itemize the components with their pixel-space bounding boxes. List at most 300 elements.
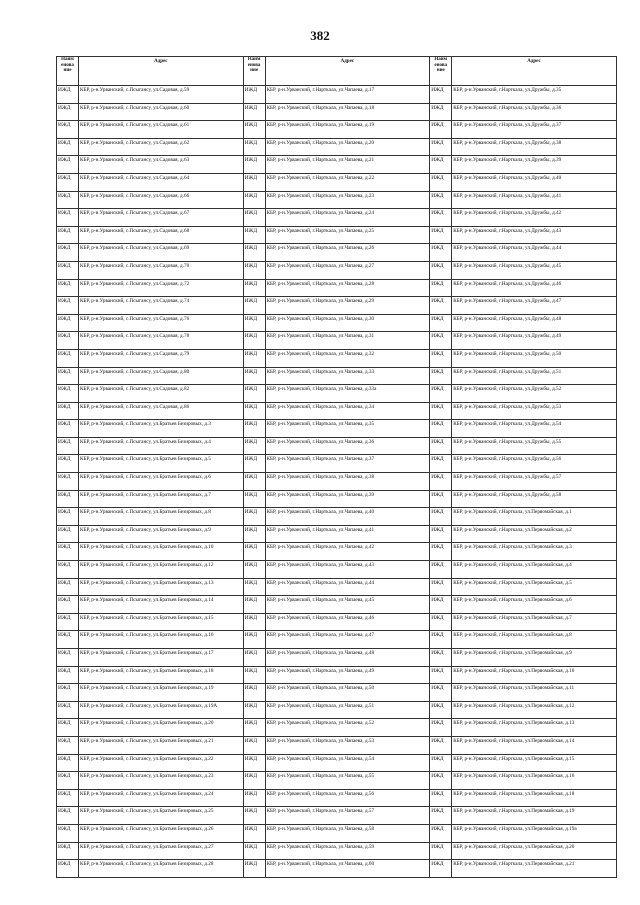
address-cell: КБР, р-н.Урванский, г.Нарткала, ул.Первомайская, д.3 [452, 543, 617, 561]
object-type-cell: ИЖД [430, 103, 452, 121]
object-type-cell: ИЖД [57, 824, 79, 842]
address-cell: КБР, р-н.Урванский, с.Псыгансу, ул.Садовая, д.79 [79, 349, 244, 367]
object-type-cell: ИЖД [430, 631, 452, 649]
address-cell: КБР, р-н.Урванский, г.Нарткала, ул.Первомайская, д.11 [452, 684, 617, 702]
address-cell: КБР, р-н.Урванский, г.Нарткала, ул.Чапаева, д.38 [265, 473, 430, 491]
address-cell: КБР, р-н.Урванский, с.Псыгансу, ул.Садовая, д.64 [79, 173, 244, 191]
object-type-cell: ИЖД [243, 631, 265, 649]
table-row [57, 86, 617, 104]
object-type-cell: ИЖД [57, 367, 79, 385]
object-type-cell: ИЖД [430, 754, 452, 772]
address-cell: КБР, р-н.Урванский, с.Псыгансу, ул.Садовая, д.72 [79, 279, 244, 297]
table-body [57, 86, 617, 878]
address-cell: КБР, р-н.Урванский, г.Нарткала, ул.Чапаева, д.41 [265, 525, 430, 543]
object-type-cell: ИЖД [57, 754, 79, 772]
object-type-cell: ИЖД [430, 86, 452, 104]
object-type-cell: ИЖД [430, 789, 452, 807]
page-number: 382 [310, 28, 330, 43]
address-cell: КБР, р-н.Урванский, г.Нарткала, ул.Дружбы, д.53 [452, 402, 617, 420]
address-cell: КБР, р-н.Урванский, с.Псыгансу, ул.Братьев Безировых, д.23 [79, 772, 244, 790]
object-type-cell: ИЖД [57, 226, 79, 244]
object-type-cell: ИЖД [430, 226, 452, 244]
address-cell: КБР, р-н.Урванский, г.Нарткала, ул.Первомайская, д.13 [452, 719, 617, 737]
address-cell: КБР, р-н.Урванский, г.Нарткала, ул.Чапаева, д.35 [265, 420, 430, 438]
address-cell: КБР, р-н.Урванский, г.Нарткала, ул.Первомайская, д.19а [452, 824, 617, 842]
object-type-cell: ИЖД [243, 437, 265, 455]
table-row [57, 842, 617, 860]
object-type-cell: ИЖД [57, 561, 79, 579]
table-row [57, 455, 617, 473]
address-cell: КБР, р-н.Урванский, г.Нарткала, ул.Чапаева, д.55 [265, 772, 430, 790]
object-type-cell: ИЖД [430, 666, 452, 684]
address-cell: КБР, р-н.Урванский, г.Нарткала, ул.Дружбы, д.48 [452, 314, 617, 332]
address-cell: КБР, р-н.Урванский, с.Псыгансу, ул.Братьев Безировых, д.9 [79, 525, 244, 543]
object-type-cell: ИЖД [430, 719, 452, 737]
table-row [57, 156, 617, 174]
object-type-cell: ИЖД [243, 138, 265, 156]
object-type-cell: ИЖД [243, 367, 265, 385]
address-cell: КБР, р-н.Урванский, г.Нарткала, ул.Чапаева, д.60 [265, 860, 430, 878]
address-cell: КБР, р-н.Урванский, с.Псыгансу, ул.Братьев Безировых, д.18 [79, 666, 244, 684]
address-cell: КБР, р-н.Урванский, с.Псыгансу, ул.Садовая, д.66 [79, 191, 244, 209]
object-type-cell: ИЖД [57, 596, 79, 614]
address-cell: КБР, р-н.Урванский, г.Нарткала, ул.Первомайская, д.14 [452, 736, 617, 754]
address-cell: КБР, р-н.Урванский, г.Нарткала, ул.Первомайская, д.12 [452, 701, 617, 719]
object-type-cell: ИЖД [243, 490, 265, 508]
table-row [57, 613, 617, 631]
address-cell: КБР, р-н.Урванский, г.Нарткала, ул.Первомайская, д.2 [452, 525, 617, 543]
object-type-cell: ИЖД [243, 385, 265, 403]
object-type-cell: ИЖД [430, 244, 452, 262]
table-row [57, 736, 617, 754]
table-row [57, 508, 617, 526]
address-cell: КБР, р-н.Урванский, г.Нарткала, ул.Чапаева, д.17 [265, 86, 430, 104]
object-type-cell: ИЖД [243, 349, 265, 367]
object-type-cell: ИЖД [243, 736, 265, 754]
object-type-cell: ИЖД [57, 508, 79, 526]
table-row [57, 772, 617, 790]
object-type-cell: ИЖД [57, 138, 79, 156]
table-row [57, 261, 617, 279]
address-cell: КБР, р-н.Урванский, г.Нарткала, ул.Дружбы, д.42 [452, 209, 617, 227]
address-cell: КБР, р-н.Урванский, г.Нарткала, ул.Чапаева, д.34 [265, 402, 430, 420]
object-type-cell: ИЖД [243, 772, 265, 790]
address-cell: КБР, р-н.Урванский, с.Псыгансу, ул.Братьев Безировых, д.15 [79, 613, 244, 631]
address-cell: КБР, р-н.Урванский, г.Нарткала, ул.Чапаева, д.25 [265, 226, 430, 244]
address-cell: КБР, р-н.Урванский, с.Псыгансу, ул.Садовая, д.86 [79, 402, 244, 420]
object-type-cell: ИЖД [57, 860, 79, 878]
object-type-cell: ИЖД [57, 121, 79, 139]
address-cell: КБР, р-н.Урванский, с.Псыгансу, ул.Братьев Безировых, д.22 [79, 754, 244, 772]
object-type-cell: ИЖД [430, 684, 452, 702]
address-cell: КБР, р-н.Урванский, г.Нарткала, ул.Дружбы, д.39 [452, 156, 617, 174]
object-type-cell: ИЖД [430, 437, 452, 455]
header-name-1: Наим енова ние [57, 57, 79, 86]
object-type-cell: ИЖД [243, 209, 265, 227]
object-type-cell: ИЖД [243, 103, 265, 121]
address-cell: КБР, р-н.Урванский, с.Псыгансу, ул.Братьев Безировых, д.26 [79, 824, 244, 842]
object-type-cell: ИЖД [243, 807, 265, 825]
object-type-cell: ИЖД [243, 613, 265, 631]
address-cell: КБР, р-н.Урванский, с.Псыгансу, ул.Садовая, д.60 [79, 103, 244, 121]
object-type-cell: ИЖД [57, 402, 79, 420]
object-type-cell: ИЖД [57, 103, 79, 121]
address-cell: КБР, р-н.Урванский, г.Нарткала, ул.Чапаева, д.40 [265, 508, 430, 526]
object-type-cell: ИЖД [57, 420, 79, 438]
address-cell: КБР, р-н.Урванский, г.Нарткала, ул.Чапаева, д.20 [265, 138, 430, 156]
object-type-cell: ИЖД [430, 543, 452, 561]
address-cell: КБР, р-н.Урванский, г.Нарткала, ул.Дружбы, д.45 [452, 261, 617, 279]
object-type-cell: ИЖД [57, 613, 79, 631]
table-row [57, 631, 617, 649]
address-cell: КБР, р-н.Урванский, г.Нарткала, ул.Дружбы, д.49 [452, 332, 617, 350]
object-type-cell: ИЖД [57, 437, 79, 455]
address-cell: КБР, р-н.Урванский, г.Нарткала, ул.Чапаева, д.42 [265, 543, 430, 561]
object-type-cell: ИЖД [430, 736, 452, 754]
object-type-cell: ИЖД [430, 138, 452, 156]
object-type-cell: ИЖД [243, 332, 265, 350]
table-row [57, 684, 617, 702]
address-cell: КБР, р-н.Урванский, г.Нарткала, ул.Первомайская, д.1 [452, 508, 617, 526]
address-cell: КБР, р-н.Урванский, с.Псыгансу, ул.Братьев Безировых, д.4 [79, 437, 244, 455]
object-type-cell: ИЖД [430, 525, 452, 543]
object-type-cell: ИЖД [243, 719, 265, 737]
object-type-cell: ИЖД [243, 455, 265, 473]
address-cell: КБР, р-н.Урванский, г.Нарткала, ул.Дружбы, д.58 [452, 490, 617, 508]
table-row [57, 209, 617, 227]
object-type-cell: ИЖД [57, 772, 79, 790]
address-cell: КБР, р-н.Урванский, с.Псыгансу, ул.Братьев Безировых, д.19 [79, 684, 244, 702]
address-cell: КБР, р-н.Урванский, г.Нарткала, ул.Первомайская, д.18 [452, 789, 617, 807]
address-cell: КБР, р-н.Урванский, с.Псыгансу, ул.Братьев Безировых, д.5 [79, 455, 244, 473]
object-type-cell: ИЖД [430, 121, 452, 139]
object-type-cell: ИЖД [243, 561, 265, 579]
object-type-cell: ИЖД [430, 701, 452, 719]
table-row [57, 349, 617, 367]
address-cell: КБР, р-н.Урванский, г.Нарткала, ул.Чапаева, д.19 [265, 121, 430, 139]
object-type-cell: ИЖД [243, 226, 265, 244]
address-cell: КБР, р-н.Урванский, г.Нарткала, ул.Дружбы, д.44 [452, 244, 617, 262]
table-row [57, 578, 617, 596]
table-row [57, 561, 617, 579]
object-type-cell: ИЖД [57, 842, 79, 860]
address-cell: КБР, р-н.Урванский, г.Нарткала, ул.Дружбы, д.46 [452, 279, 617, 297]
object-type-cell: ИЖД [430, 402, 452, 420]
object-type-cell: ИЖД [243, 314, 265, 332]
object-type-cell: ИЖД [57, 684, 79, 702]
address-cell: КБР, р-н.Урванский, г.Нарткала, ул.Дружбы, д.54 [452, 420, 617, 438]
address-cell: КБР, р-н.Урванский, г.Нарткала, ул.Чапаева, д.59 [265, 842, 430, 860]
table-row [57, 649, 617, 667]
table-row [57, 754, 617, 772]
table-row [57, 103, 617, 121]
table-row [57, 719, 617, 737]
address-cell: КБР, р-н.Урванский, г.Нарткала, ул.Чапаева, д.18 [265, 103, 430, 121]
object-type-cell: ИЖД [57, 543, 79, 561]
address-cell: КБР, р-н.Урванский, г.Нарткала, ул.Чапаева, д.33 [265, 367, 430, 385]
object-type-cell: ИЖД [430, 191, 452, 209]
address-cell: КБР, р-н.Урванский, г.Нарткала, ул.Чапаева, д.23 [265, 191, 430, 209]
header-name-2: Наим енова ние [243, 57, 265, 86]
object-type-cell: ИЖД [243, 860, 265, 878]
object-type-cell: ИЖД [430, 824, 452, 842]
object-type-cell: ИЖД [57, 244, 79, 262]
address-cell: КБР, р-н.Урванский, г.Нарткала, ул.Первомайская, д.10 [452, 666, 617, 684]
address-cell: КБР, р-н.Урванский, г.Нарткала, ул.Чапаева, д.47 [265, 631, 430, 649]
table-row [57, 173, 617, 191]
object-type-cell: ИЖД [243, 543, 265, 561]
address-cell: КБР, р-н.Урванский, с.Псыгансу, ул.Садовая, д.59 [79, 86, 244, 104]
table-row [57, 807, 617, 825]
object-type-cell: ИЖД [430, 173, 452, 191]
table-row [57, 121, 617, 139]
object-type-cell: ИЖД [57, 173, 79, 191]
table-row [57, 824, 617, 842]
address-cell: КБР, р-н.Урванский, с.Псыгансу, ул.Братьев Безировых, д.13 [79, 578, 244, 596]
object-type-cell: ИЖД [57, 191, 79, 209]
address-cell: КБР, р-н.Урванский, с.Псыгансу, ул.Садовая, д.63 [79, 156, 244, 174]
object-type-cell: ИЖД [430, 772, 452, 790]
address-cell: КБР, р-н.Урванский, г.Нарткала, ул.Чапаева, д.33а [265, 385, 430, 403]
address-cell: КБР, р-н.Урванский, с.Псыгансу, ул.Садовая, д.69 [79, 244, 244, 262]
address-cell: КБР, р-н.Урванский, г.Нарткала, ул.Дружбы, д.35 [452, 86, 617, 104]
header-address-1: Адрес [79, 57, 244, 86]
address-cell: КБР, р-н.Урванский, г.Нарткала, ул.Дружбы, д.52 [452, 385, 617, 403]
address-cell: КБР, р-н.Урванский, г.Нарткала, ул.Дружбы, д.56 [452, 455, 617, 473]
table-row [57, 138, 617, 156]
object-type-cell: ИЖД [243, 121, 265, 139]
object-type-cell: ИЖД [57, 261, 79, 279]
address-cell: КБР, р-н.Урванский, г.Нарткала, ул.Первомайская, д.21 [452, 860, 617, 878]
table-row [57, 367, 617, 385]
address-cell: КБР, р-н.Урванский, г.Нарткала, ул.Чапаева, д.29 [265, 297, 430, 315]
object-type-cell: ИЖД [243, 701, 265, 719]
address-cell: КБР, р-н.Урванский, г.Нарткала, ул.Дружбы, д.47 [452, 297, 617, 315]
object-type-cell: ИЖД [57, 332, 79, 350]
address-cell: КБР, р-н.Урванский, с.Псыгансу, ул.Братьев Безировых, д.8 [79, 508, 244, 526]
header-address-3: Адрес [452, 57, 617, 86]
address-cell: КБР, р-н.Урванский, с.Псыгансу, ул.Садовая, д.70 [79, 261, 244, 279]
object-type-cell: ИЖД [243, 261, 265, 279]
address-table [56, 56, 617, 878]
object-type-cell: ИЖД [430, 420, 452, 438]
address-cell: КБР, р-н.Урванский, г.Нарткала, ул.Чапаева, д.39 [265, 490, 430, 508]
object-type-cell: ИЖД [430, 297, 452, 315]
object-type-cell: ИЖД [430, 613, 452, 631]
table-row [57, 244, 617, 262]
object-type-cell: ИЖД [57, 86, 79, 104]
object-type-cell: ИЖД [430, 649, 452, 667]
address-cell: КБР, р-н.Урванский, г.Нарткала, ул.Чапаева, д.22 [265, 173, 430, 191]
object-type-cell: ИЖД [243, 649, 265, 667]
object-type-cell: ИЖД [430, 455, 452, 473]
address-cell: КБР, р-н.Урванский, г.Нарткала, ул.Дружбы, д.38 [452, 138, 617, 156]
table-row [57, 666, 617, 684]
object-type-cell: ИЖД [243, 842, 265, 860]
address-cell: КБР, р-н.Урванский, г.Нарткала, ул.Чапаева, д.46 [265, 613, 430, 631]
table-row [57, 525, 617, 543]
object-type-cell: ИЖД [430, 860, 452, 878]
address-cell: КБР, р-н.Урванский, с.Псыгансу, ул.Садовая, д.67 [79, 209, 244, 227]
object-type-cell: ИЖД [57, 789, 79, 807]
address-cell: КБР, р-н.Урванский, г.Нарткала, ул.Дружбы, д.50 [452, 349, 617, 367]
address-cell: КБР, р-н.Урванский, г.Нарткала, ул.Чапаева, д.49 [265, 666, 430, 684]
object-type-cell: ИЖД [57, 807, 79, 825]
object-type-cell: ИЖД [243, 596, 265, 614]
address-cell: КБР, р-н.Урванский, с.Псыгансу, ул.Садовая, д.62 [79, 138, 244, 156]
object-type-cell: ИЖД [57, 473, 79, 491]
address-cell: КБР, р-н.Урванский, с.Псыгансу, ул.Братьев Безировых, д.16 [79, 631, 244, 649]
object-type-cell: ИЖД [243, 789, 265, 807]
table-row [57, 402, 617, 420]
object-type-cell: ИЖД [57, 666, 79, 684]
object-type-cell: ИЖД [430, 209, 452, 227]
object-type-cell: ИЖД [243, 173, 265, 191]
table-row [57, 226, 617, 244]
address-cell: КБР, р-н.Урванский, с.Псыгансу, ул.Братьев Безировых, д.27 [79, 842, 244, 860]
table-row [57, 596, 617, 614]
address-cell: КБР, р-н.Урванский, с.Псыгансу, ул.Братьев Безировых, д.17 [79, 649, 244, 667]
object-type-cell: ИЖД [430, 367, 452, 385]
object-type-cell: ИЖД [243, 754, 265, 772]
object-type-cell: ИЖД [430, 279, 452, 297]
address-cell: КБР, р-н.Урванский, г.Нарткала, ул.Первомайская, д.8 [452, 631, 617, 649]
header-address-2: Адрес [265, 57, 430, 86]
address-cell: КБР, р-н.Урванский, с.Псыгансу, ул.Садовая, д.61 [79, 121, 244, 139]
address-cell: КБР, р-н.Урванский, г.Нарткала, ул.Чапаева, д.26 [265, 244, 430, 262]
address-cell: КБР, р-н.Урванский, г.Нарткала, ул.Дружбы, д.51 [452, 367, 617, 385]
object-type-cell: ИЖД [57, 279, 79, 297]
object-type-cell: ИЖД [243, 508, 265, 526]
address-cell: КБР, р-н.Урванский, г.Нарткала, ул.Чапаева, д.56 [265, 789, 430, 807]
object-type-cell: ИЖД [57, 719, 79, 737]
address-cell: КБР, р-н.Урванский, г.Нарткала, ул.Дружбы, д.40 [452, 173, 617, 191]
object-type-cell: ИЖД [57, 736, 79, 754]
table-row [57, 490, 617, 508]
address-cell: КБР, р-н.Урванский, с.Псыгансу, ул.Братьев Безировых, д.7 [79, 490, 244, 508]
address-cell: КБР, р-н.Урванский, с.Псыгансу, ул.Садовая, д.68 [79, 226, 244, 244]
address-cell: КБР, р-н.Урванский, с.Псыгансу, ул.Садовая, д.82 [79, 385, 244, 403]
address-cell: КБР, р-н.Урванский, с.Псыгансу, ул.Братьев Безировых, д.6 [79, 473, 244, 491]
address-cell: КБР, р-н.Урванский, с.Псыгансу, ул.Садовая, д.74 [79, 297, 244, 315]
object-type-cell: ИЖД [430, 314, 452, 332]
object-type-cell: ИЖД [430, 349, 452, 367]
address-cell: КБР, р-н.Урванский, с.Псыгансу, ул.Садовая, д.78 [79, 332, 244, 350]
address-cell: КБР, р-н.Урванский, г.Нарткала, ул.Первомайская, д.16 [452, 772, 617, 790]
address-cell: КБР, р-н.Урванский, г.Нарткала, ул.Дружбы, д.55 [452, 437, 617, 455]
address-cell: КБР, р-н.Урванский, г.Нарткала, ул.Первомайская, д.19 [452, 807, 617, 825]
address-cell: КБР, р-н.Урванский, г.Нарткала, ул.Дружбы, д.41 [452, 191, 617, 209]
address-cell: КБР, р-н.Урванский, с.Псыгансу, ул.Братьев Безировых, д.21 [79, 736, 244, 754]
address-cell: КБР, р-н.Урванский, г.Нарткала, ул.Чапаева, д.36 [265, 437, 430, 455]
address-cell: КБР, р-н.Урванский, с.Псыгансу, ул.Садовая, д.76 [79, 314, 244, 332]
table-row [57, 701, 617, 719]
address-cell: КБР, р-н.Урванский, с.Псыгансу, ул.Братьев Безировых, д.14 [79, 596, 244, 614]
object-type-cell: ИЖД [430, 842, 452, 860]
table-row [57, 420, 617, 438]
table-row [57, 297, 617, 315]
object-type-cell: ИЖД [243, 156, 265, 174]
address-cell: КБР, р-н.Урванский, г.Нарткала, ул.Чапаева, д.53 [265, 736, 430, 754]
address-cell: КБР, р-н.Урванский, г.Нарткала, ул.Чапаева, д.24 [265, 209, 430, 227]
object-type-cell: ИЖД [430, 807, 452, 825]
object-type-cell: ИЖД [430, 385, 452, 403]
object-type-cell: ИЖД [430, 473, 452, 491]
address-cell: КБР, р-н.Урванский, с.Псыгансу, ул.Братьев Безировых, д.25 [79, 807, 244, 825]
table-row [57, 789, 617, 807]
object-type-cell: ИЖД [430, 578, 452, 596]
address-cell: КБР, р-н.Урванский, г.Нарткала, ул.Чапаева, д.50 [265, 684, 430, 702]
address-cell: КБР, р-н.Урванский, с.Псыгансу, ул.Братьев Безировых, д.20 [79, 719, 244, 737]
object-type-cell: ИЖД [243, 824, 265, 842]
address-cell: КБР, р-н.Урванский, г.Нарткала, ул.Чапаева, д.48 [265, 649, 430, 667]
address-cell: КБР, р-н.Урванский, г.Нарткала, ул.Первомайская, д.15 [452, 754, 617, 772]
object-type-cell: ИЖД [57, 156, 79, 174]
table-row [57, 473, 617, 491]
object-type-cell: ИЖД [243, 279, 265, 297]
address-cell: КБР, р-н.Урванский, г.Нарткала, ул.Чапаева, д.21 [265, 156, 430, 174]
address-cell: КБР, р-н.Урванский, с.Псыгансу, ул.Братьев Безировых, д.19А [79, 701, 244, 719]
address-cell: КБР, р-н.Урванский, с.Псыгансу, ул.Братьев Безировых, д.28 [79, 860, 244, 878]
object-type-cell: ИЖД [57, 578, 79, 596]
object-type-cell: ИЖД [57, 314, 79, 332]
address-cell: КБР, р-н.Урванский, г.Нарткала, ул.Первомайская, д.9 [452, 649, 617, 667]
object-type-cell: ИЖД [57, 297, 79, 315]
object-type-cell: ИЖД [243, 402, 265, 420]
object-type-cell: ИЖД [430, 596, 452, 614]
object-type-cell: ИЖД [243, 420, 265, 438]
address-cell: КБР, р-н.Урванский, г.Нарткала, ул.Чапаева, д.58 [265, 824, 430, 842]
object-type-cell: ИЖД [57, 490, 79, 508]
object-type-cell: ИЖД [57, 349, 79, 367]
address-cell: КБР, р-н.Урванский, г.Нарткала, ул.Первомайская, д.5 [452, 578, 617, 596]
address-cell: КБР, р-н.Урванский, г.Нарткала, ул.Дружбы, д.36 [452, 103, 617, 121]
address-cell: КБР, р-н.Урванский, с.Псыгансу, ул.Братьев Безировых, д.10 [79, 543, 244, 561]
address-cell: КБР, р-н.Урванский, г.Нарткала, ул.Первомайская, д.6 [452, 596, 617, 614]
object-type-cell: ИЖД [430, 261, 452, 279]
table-row [57, 332, 617, 350]
table-row [57, 543, 617, 561]
object-type-cell: ИЖД [57, 701, 79, 719]
object-type-cell: ИЖД [243, 578, 265, 596]
address-cell: КБР, р-н.Урванский, г.Нарткала, ул.Чапаева, д.31 [265, 332, 430, 350]
object-type-cell: ИЖД [243, 666, 265, 684]
address-cell: КБР, р-н.Урванский, с.Псыгансу, ул.Братьев Безировых, д.3 [79, 420, 244, 438]
address-cell: КБР, р-н.Урванский, г.Нарткала, ул.Чапаева, д.37 [265, 455, 430, 473]
address-cell: КБР, р-н.Урванский, г.Нарткала, ул.Чапаева, д.32 [265, 349, 430, 367]
object-type-cell: ИЖД [57, 455, 79, 473]
address-cell: КБР, р-н.Урванский, г.Нарткала, ул.Чапаева, д.52 [265, 719, 430, 737]
object-type-cell: ИЖД [430, 490, 452, 508]
address-cell: КБР, р-н.Урванский, г.Нарткала, ул.Чапаева, д.30 [265, 314, 430, 332]
object-type-cell: ИЖД [57, 525, 79, 543]
address-cell: КБР, р-н.Урванский, с.Псыгансу, ул.Братьев Безировых, д.12 [79, 561, 244, 579]
address-cell: КБР, р-н.Урванский, г.Нарткала, ул.Чапаева, д.54 [265, 754, 430, 772]
table-row [57, 314, 617, 332]
address-cell: КБР, р-н.Урванский, г.Нарткала, ул.Чапаева, д.44 [265, 578, 430, 596]
table-row [57, 860, 617, 878]
address-cell: КБР, р-н.Урванский, г.Нарткала, ул.Дружбы, д.43 [452, 226, 617, 244]
address-cell: КБР, р-н.Урванский, г.Нарткала, ул.Чапаева, д.43 [265, 561, 430, 579]
address-cell: КБР, р-н.Урванский, г.Нарткала, ул.Первомайская, д.4 [452, 561, 617, 579]
object-type-cell: ИЖД [430, 332, 452, 350]
object-type-cell: ИЖД [57, 385, 79, 403]
address-cell: КБР, р-н.Урванский, г.Нарткала, ул.Дружбы, д.57 [452, 473, 617, 491]
address-cell: КБР, р-н.Урванский, г.Нарткала, ул.Чапаева, д.57 [265, 807, 430, 825]
address-cell: КБР, р-н.Урванский, г.Нарткала, ул.Чапаева, д.28 [265, 279, 430, 297]
object-type-cell: ИЖД [243, 86, 265, 104]
object-type-cell: ИЖД [243, 525, 265, 543]
